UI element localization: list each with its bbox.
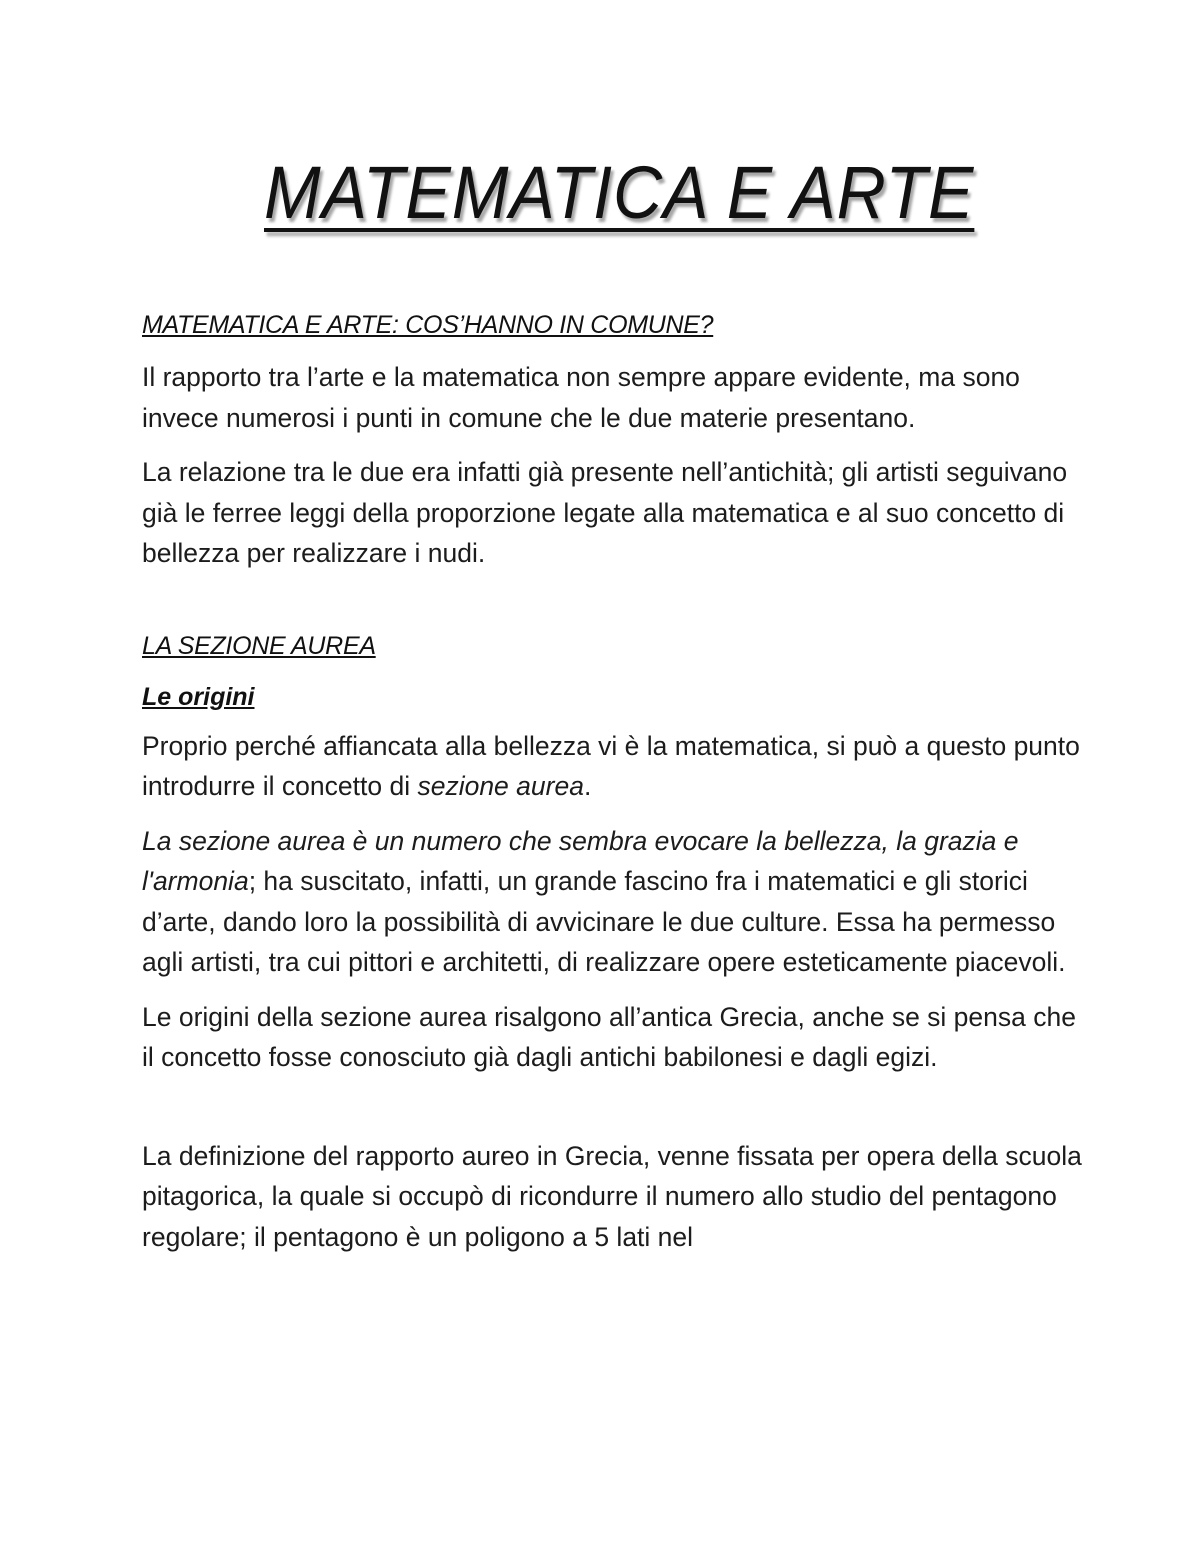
document-title: MATEMATICA E ARTE — [264, 151, 975, 234]
subheading-origini: Le origini — [142, 682, 255, 711]
paragraph-proprio-end: . — [583, 771, 592, 801]
paragraph-numero-italic: La sezione aurea è un numero che sembra evocare la bellezza, la grazia e l'armonia — [142, 825, 1019, 896]
paragraph-relazione: La relazione tra le due era infatti già presente nell’antichità; gli artisti seguivano già le ferree leggi della proporzione legate alla matematica e al suo concetto di bellezza per realizzare i nudi. — [142, 457, 1068, 568]
paragraph-rapporto: Il rapporto tra l’arte e la matematica non sempre appare evidente, ma sono invece numerosi i punti in comune che le due materie presentano. — [142, 362, 1020, 433]
section-heading-sezione-aurea: LA SEZIONE AUREA — [142, 631, 376, 660]
paragraph-origini: Le origini della sezione aurea risalgono all’antica Grecia, anche se si pensa che il concetto fosse conosciuto già dagli antichi babilonesi e dagli egizi. — [142, 1001, 1076, 1072]
paragraph-spacer — [142, 1092, 1082, 1136]
paragraph-proprio-italic: sezione aurea — [417, 771, 584, 801]
document-body — [142, 305, 1082, 1271]
paragraph-numero-text: ; ha suscitato, infatti, un grande fascino fra i matematici e gli storici d’arte, dando loro la possibilità di avvicinare le due culture. Essa ha permesso agli artisti, tra cui pittori e architetti, di realizzare opere esteticamente piacevoli. — [142, 866, 1066, 977]
paragraph-numero — [142, 821, 1082, 983]
section-heading-comune: MATEMATICA E ARTE: COS’HANNO IN COMUNE? — [142, 311, 714, 339]
paragraph-proprio — [142, 726, 1082, 807]
paragraph-definizione: La definizione del rapporto aureo in Grecia, venne fissata per opera della scuola pitagorica, la quale si occupò di ricondurre il numero allo studio del pentagono regolare; il pentagono è un poligono a 5 lati nel — [142, 1140, 1082, 1252]
paragraph-proprio-text: Proprio perché affiancata alla bellezza vi è la matematica, si può a questo punto introdurre il concetto di — [142, 730, 1080, 801]
section-spacer — [142, 588, 1082, 626]
